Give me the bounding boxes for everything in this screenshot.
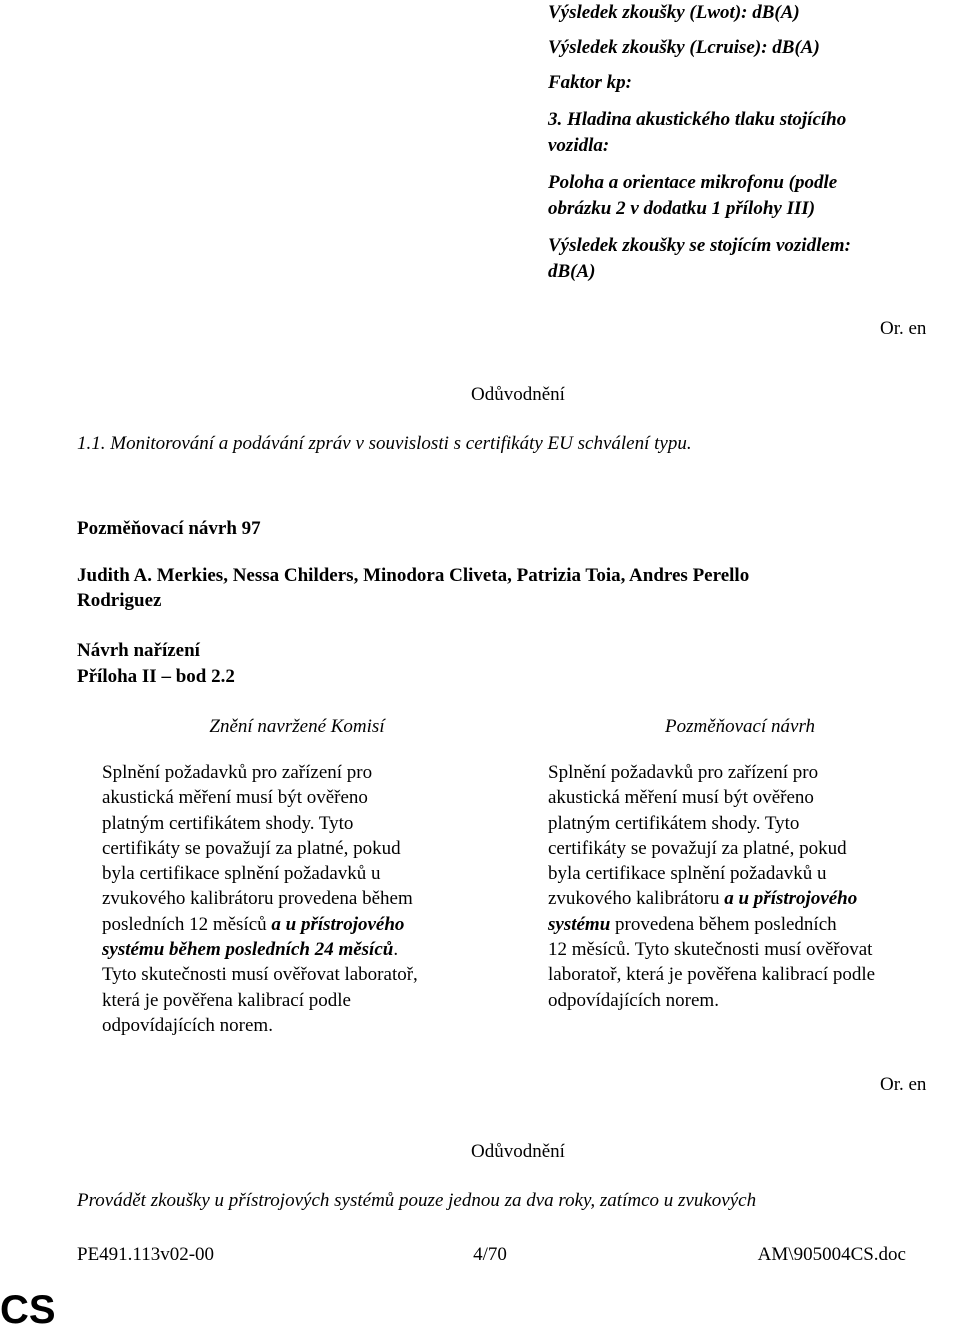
commission-line: odpovídajících norem.: [102, 1014, 273, 1036]
commission-line: certifikáty se považují za platné, pokud: [102, 837, 401, 859]
standing-result-a: Výsledek zkoušky se stojícím vozidlem:: [548, 235, 851, 256]
amendment-authors-line1: Judith A. Merkies, Nessa Childers, Minodora Cliveta, Patrizia Toia, Andres Perello: [77, 565, 750, 586]
amendment-line: [548, 912, 948, 937]
commission-text: [102, 760, 502, 1038]
amendment-text: [548, 760, 948, 1013]
amendment-line: 12 měsíců. Tyto skutečnosti musí ověřovat: [548, 939, 873, 961]
amendment-title: Pozměňovací návrh 97: [77, 518, 261, 539]
justification-heading-1: Odůvodnění: [471, 384, 565, 405]
footer-file-name: AM\905004CS.doc: [757, 1244, 906, 1265]
amendment-line: Splnění požadavků pro zařízení pro: [548, 762, 819, 783]
justification-heading-2: Odůvodnění: [471, 1141, 565, 1162]
amendment-text-added: systému: [548, 913, 611, 935]
standing-result-b: dB(A): [548, 261, 596, 282]
commission-line: akustická měření musí být ověřeno: [102, 787, 368, 809]
amendment-line: certifikáty se považují za platné, pokud: [548, 837, 847, 859]
footer-page-number: 4/70: [473, 1244, 507, 1265]
standing-vehicle-heading-b: vozidla:: [548, 135, 610, 156]
language-code: CS: [0, 1288, 56, 1332]
annex-reference: Příloha II – bod 2.2: [77, 666, 235, 687]
test-result-lcruise: Výsledek zkoušky (Lcruise): dB(A): [548, 37, 820, 58]
commission-line: zvukového kalibrátoru provedena během: [102, 888, 413, 910]
amendment-line: platným certifikátem shody. Tyto: [548, 812, 800, 834]
test-result-lwot: Výsledek zkoušky (Lwot): dB(A): [548, 2, 800, 23]
original-language-1: Or. en: [880, 318, 927, 339]
justification-text-1: 1.1. Monitorování a podávání zpráv v souvislosti s certifikáty EU schválení typu.: [77, 433, 692, 454]
amendment-line: byla certifikace splnění požadavků u: [548, 863, 827, 885]
microphone-position-b: obrázku 2 v dodatku 1 přílohy III): [548, 198, 816, 219]
amendment-text-plain: provedena během posledních: [610, 913, 837, 935]
original-language-2: Or. en: [880, 1074, 927, 1095]
commission-line: byla certifikace splnění požadavků u: [102, 863, 381, 885]
amendment-text-plain: zvukového kalibrátoru: [548, 888, 725, 910]
amendment-line: [548, 886, 948, 911]
commission-line: [102, 937, 502, 962]
commission-line: [102, 912, 502, 937]
amendment-authors-line2: Rodriguez: [77, 590, 162, 611]
commission-line: Splnění požadavků pro zařízení pro: [102, 762, 373, 783]
amendment-line: odpovídajících norem.: [548, 989, 719, 1011]
commission-line: platným certifikátem shody. Tyto: [102, 812, 354, 834]
footer-doc-ref: PE491.113v02-00: [77, 1244, 215, 1265]
commission-text-deleted: a u přístrojového: [271, 913, 405, 935]
proposal-label: Návrh nařízení: [77, 640, 200, 661]
commission-line: která je pověřena kalibrací podle: [102, 989, 351, 1011]
commission-line: Tyto skutečnosti musí ověřovat laboratoř,: [102, 964, 418, 986]
amendment-text-heading: Pozměňovací návrh: [664, 716, 816, 737]
factor-kp: Faktor kp:: [548, 72, 632, 93]
microphone-position-a: Poloha a orientace mikrofonu (podle: [548, 172, 838, 193]
amendment-line: akustická měření musí být ověřeno: [548, 787, 814, 809]
commission-text-heading: Znění navržené Komisí: [209, 716, 385, 737]
commission-text-plain: .: [393, 939, 399, 961]
justification-text-2: Provádět zkoušky u přístrojových systémů pouze jednou za dva roky, zatímco u zvukových: [77, 1190, 757, 1211]
amendment-text-added: a u přístrojového: [724, 888, 858, 910]
standing-vehicle-heading-a: 3. Hladina akustického tlaku stojícího: [548, 109, 847, 130]
commission-text-deleted: systému během posledních 24 měsíců: [102, 939, 394, 961]
amendment-line: laboratoř, která je pověřena kalibrací podle: [548, 964, 876, 986]
commission-text-plain: posledních 12 měsíců: [102, 913, 272, 935]
